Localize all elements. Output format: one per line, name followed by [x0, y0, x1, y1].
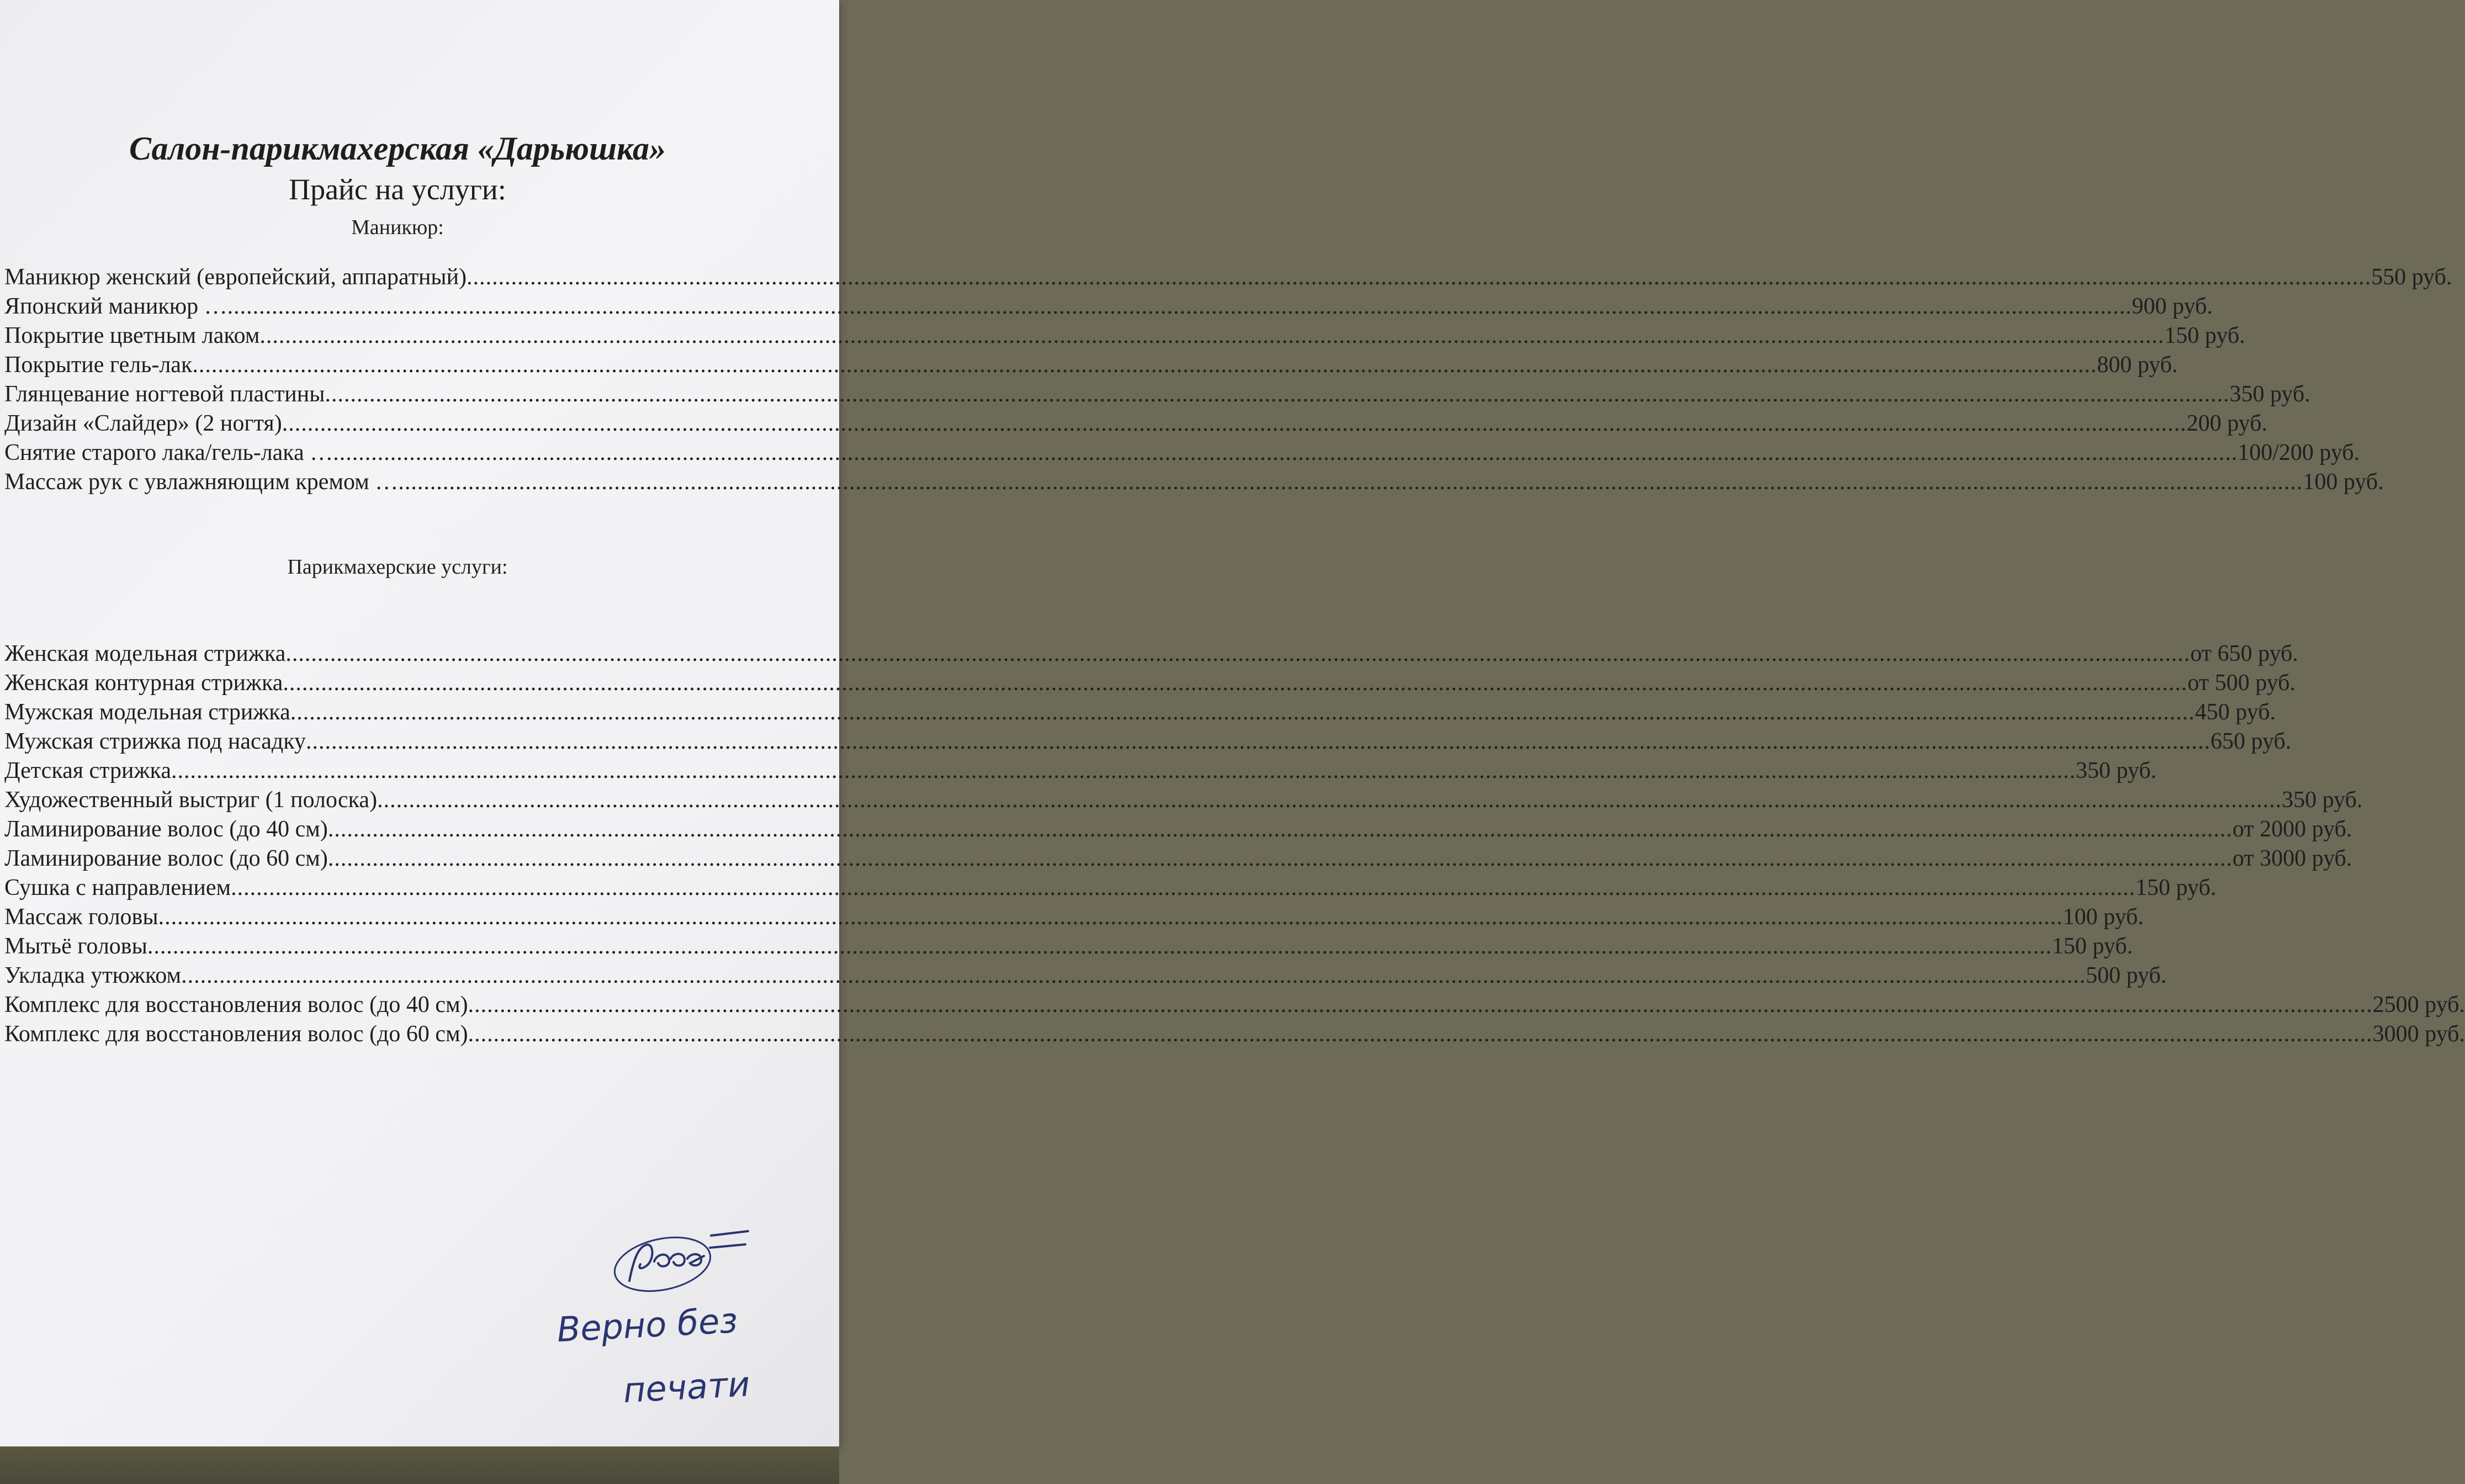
dot-leader: ............................................................................................................................................................................................................................................................................................................ [327, 817, 2233, 842]
dot-leader: ............................................................................................................................................................................................................................................................................................................ [377, 787, 2282, 813]
service-name: Ламинирование волос (до 60 см) [4, 846, 328, 871]
service-name: Покрытие гель-лак [4, 352, 193, 378]
dot-leader: ............................................................................................................................................................................................................................................................................................................ [306, 729, 2211, 754]
price-row [4, 787, 2363, 816]
service-name: Покрытие цветным лаком [4, 323, 260, 348]
desk-surface [0, 1446, 839, 1484]
price-row [4, 992, 2465, 1021]
service-name: Комплекс для восстановления волос (до 40 см) [4, 992, 468, 1017]
dot-leader: ............................................................................................................................................................................................................................................................................................................ [468, 992, 2373, 1017]
dot-leader: ............................................................................................................................................................................................................................................................................................................ [398, 469, 2303, 495]
service-name: Комплекс для восстановления волос (до 60 см) [4, 1021, 468, 1047]
price-row [4, 699, 2276, 728]
service-name: Женская модельная стрижка [4, 641, 286, 666]
service-name: Дизайн «Слайдер» (2 ногтя) [4, 411, 282, 436]
service-name: Мытьё головы [4, 934, 147, 959]
dot-leader: ............................................................................................................................................................................................................................................................................................................ [467, 264, 2372, 290]
price-row [4, 933, 2133, 962]
price-row [4, 816, 2352, 845]
price-row [4, 322, 2245, 352]
price-row [4, 264, 2452, 293]
service-price: 450 руб. [2194, 699, 2276, 725]
dot-leader: ............................................................................................................................................................................................................................................................................................................ [325, 381, 2230, 407]
handwritten-line-2: печати [622, 1364, 751, 1411]
dot-leader: ............................................................................................................................................................................................................................................................................................................ [181, 963, 2086, 988]
service-price: 100/200 руб. [2238, 440, 2360, 465]
service-price: 900 руб. [2132, 294, 2213, 319]
price-row [4, 293, 2213, 322]
service-price: 350 руб. [2229, 381, 2310, 407]
dot-leader: ............................................................................................................................................................................................................................................................................................................ [171, 758, 2076, 783]
hair-price-list [4, 640, 2465, 1050]
service-price: 100 руб. [2303, 469, 2384, 495]
service-price: 2500 руб. [2372, 992, 2465, 1017]
handwritten-note [547, 1292, 801, 1424]
service-price: 350 руб. [2282, 787, 2363, 813]
dot-leader: ............................................................................................................................................................................................................................................................................................................ [158, 904, 2063, 930]
service-price: от 500 руб. [2187, 670, 2296, 696]
price-row [4, 670, 2296, 699]
dot-leader: ............................................................................................................................................................................................................................................................................................................ [333, 440, 2238, 465]
hair-section-title: Парикмахерские услуги: [287, 555, 508, 579]
dot-leader: ............................................................................................................................................................................................................................................................................................................ [147, 934, 2052, 959]
service-name: Массаж головы [4, 904, 158, 930]
service-name: Укладка утюжком [4, 963, 182, 988]
dot-leader: ............................................................................................................................................................................................................................................................................................................ [227, 294, 2132, 319]
price-row [4, 962, 2167, 992]
dot-leader: ............................................................................................................................................................................................................................................................................................................ [290, 699, 2195, 725]
service-name: Мужская стрижка под насадку [4, 729, 306, 754]
service-price: 550 руб. [2371, 264, 2452, 290]
price-row [4, 469, 2384, 498]
service-price: от 3000 руб. [2232, 846, 2352, 871]
manicure-section-title: Маникюр: [351, 216, 444, 239]
price-row [4, 757, 2157, 787]
dot-leader: ............................................................................................................................................................................................................................................................................................................ [231, 875, 2136, 900]
service-price: 650 руб. [2210, 729, 2292, 754]
service-name: Детская стрижка [4, 758, 171, 783]
salon-title: Салон-парикмахерская «Дарьюшка» [129, 130, 666, 167]
price-row [4, 640, 2298, 670]
price-row [4, 904, 2144, 933]
price-row [4, 439, 2360, 469]
service-price: от 650 руб. [2190, 641, 2298, 666]
service-name: Маникюр женский (европейский, аппаратный) [4, 264, 467, 290]
service-price: 500 руб. [2086, 963, 2167, 988]
service-name: Снятие старого лака/гель-лака … [4, 440, 333, 465]
service-price: 100 руб. [2063, 904, 2144, 930]
service-price: 150 руб. [2164, 323, 2245, 348]
dot-leader: ............................................................................................................................................................................................................................................................................................................ [282, 411, 2187, 436]
service-name: Мужская модельная стрижка [4, 699, 290, 725]
service-name: Глянцевание ногтевой пластины [4, 381, 325, 407]
service-name: Японский маникюр … [4, 294, 227, 319]
service-name: Сушка с направлением [4, 875, 231, 900]
service-name: Женская контурная стрижка [4, 670, 283, 696]
price-row [4, 728, 2292, 757]
dot-leader: ............................................................................................................................................................................................................................................................................................................ [192, 352, 2097, 378]
service-name: Художественный выстриг (1 полоска) [4, 787, 378, 813]
service-price: 150 руб. [2135, 875, 2217, 900]
service-name: Массаж рук с увлажняющим кремом … [4, 469, 399, 495]
dot-leader: ............................................................................................................................................................................................................................................................................................................ [327, 846, 2233, 871]
manicure-price-list [4, 264, 2452, 498]
service-price: 3000 руб. [2372, 1021, 2465, 1047]
price-list-subtitle: Прайс на услуги: [289, 173, 506, 206]
service-price: 800 руб. [2097, 352, 2178, 378]
dot-leader: ............................................................................................................................................................................................................................................................................................................ [283, 670, 2188, 696]
service-price: 200 руб. [2186, 411, 2267, 436]
dot-leader: ............................................................................................................................................................................................................................................................................................................ [468, 1021, 2373, 1047]
price-row [4, 1021, 2465, 1050]
price-row [4, 875, 2217, 904]
service-price: от 2000 руб. [2232, 817, 2352, 842]
price-row [4, 381, 2310, 410]
handwritten-line-1: Верно без [555, 1300, 739, 1350]
service-price: 150 руб. [2051, 934, 2133, 959]
price-row [4, 845, 2352, 875]
price-row [4, 410, 2267, 439]
service-price: 350 руб. [2075, 758, 2157, 783]
service-name: Ламинирование волос (до 40 см) [4, 817, 328, 842]
price-row [4, 352, 2178, 381]
dot-leader: ............................................................................................................................................................................................................................................................................................................ [285, 641, 2191, 666]
dot-leader: ............................................................................................................................................................................................................................................................................................................ [259, 323, 2165, 348]
